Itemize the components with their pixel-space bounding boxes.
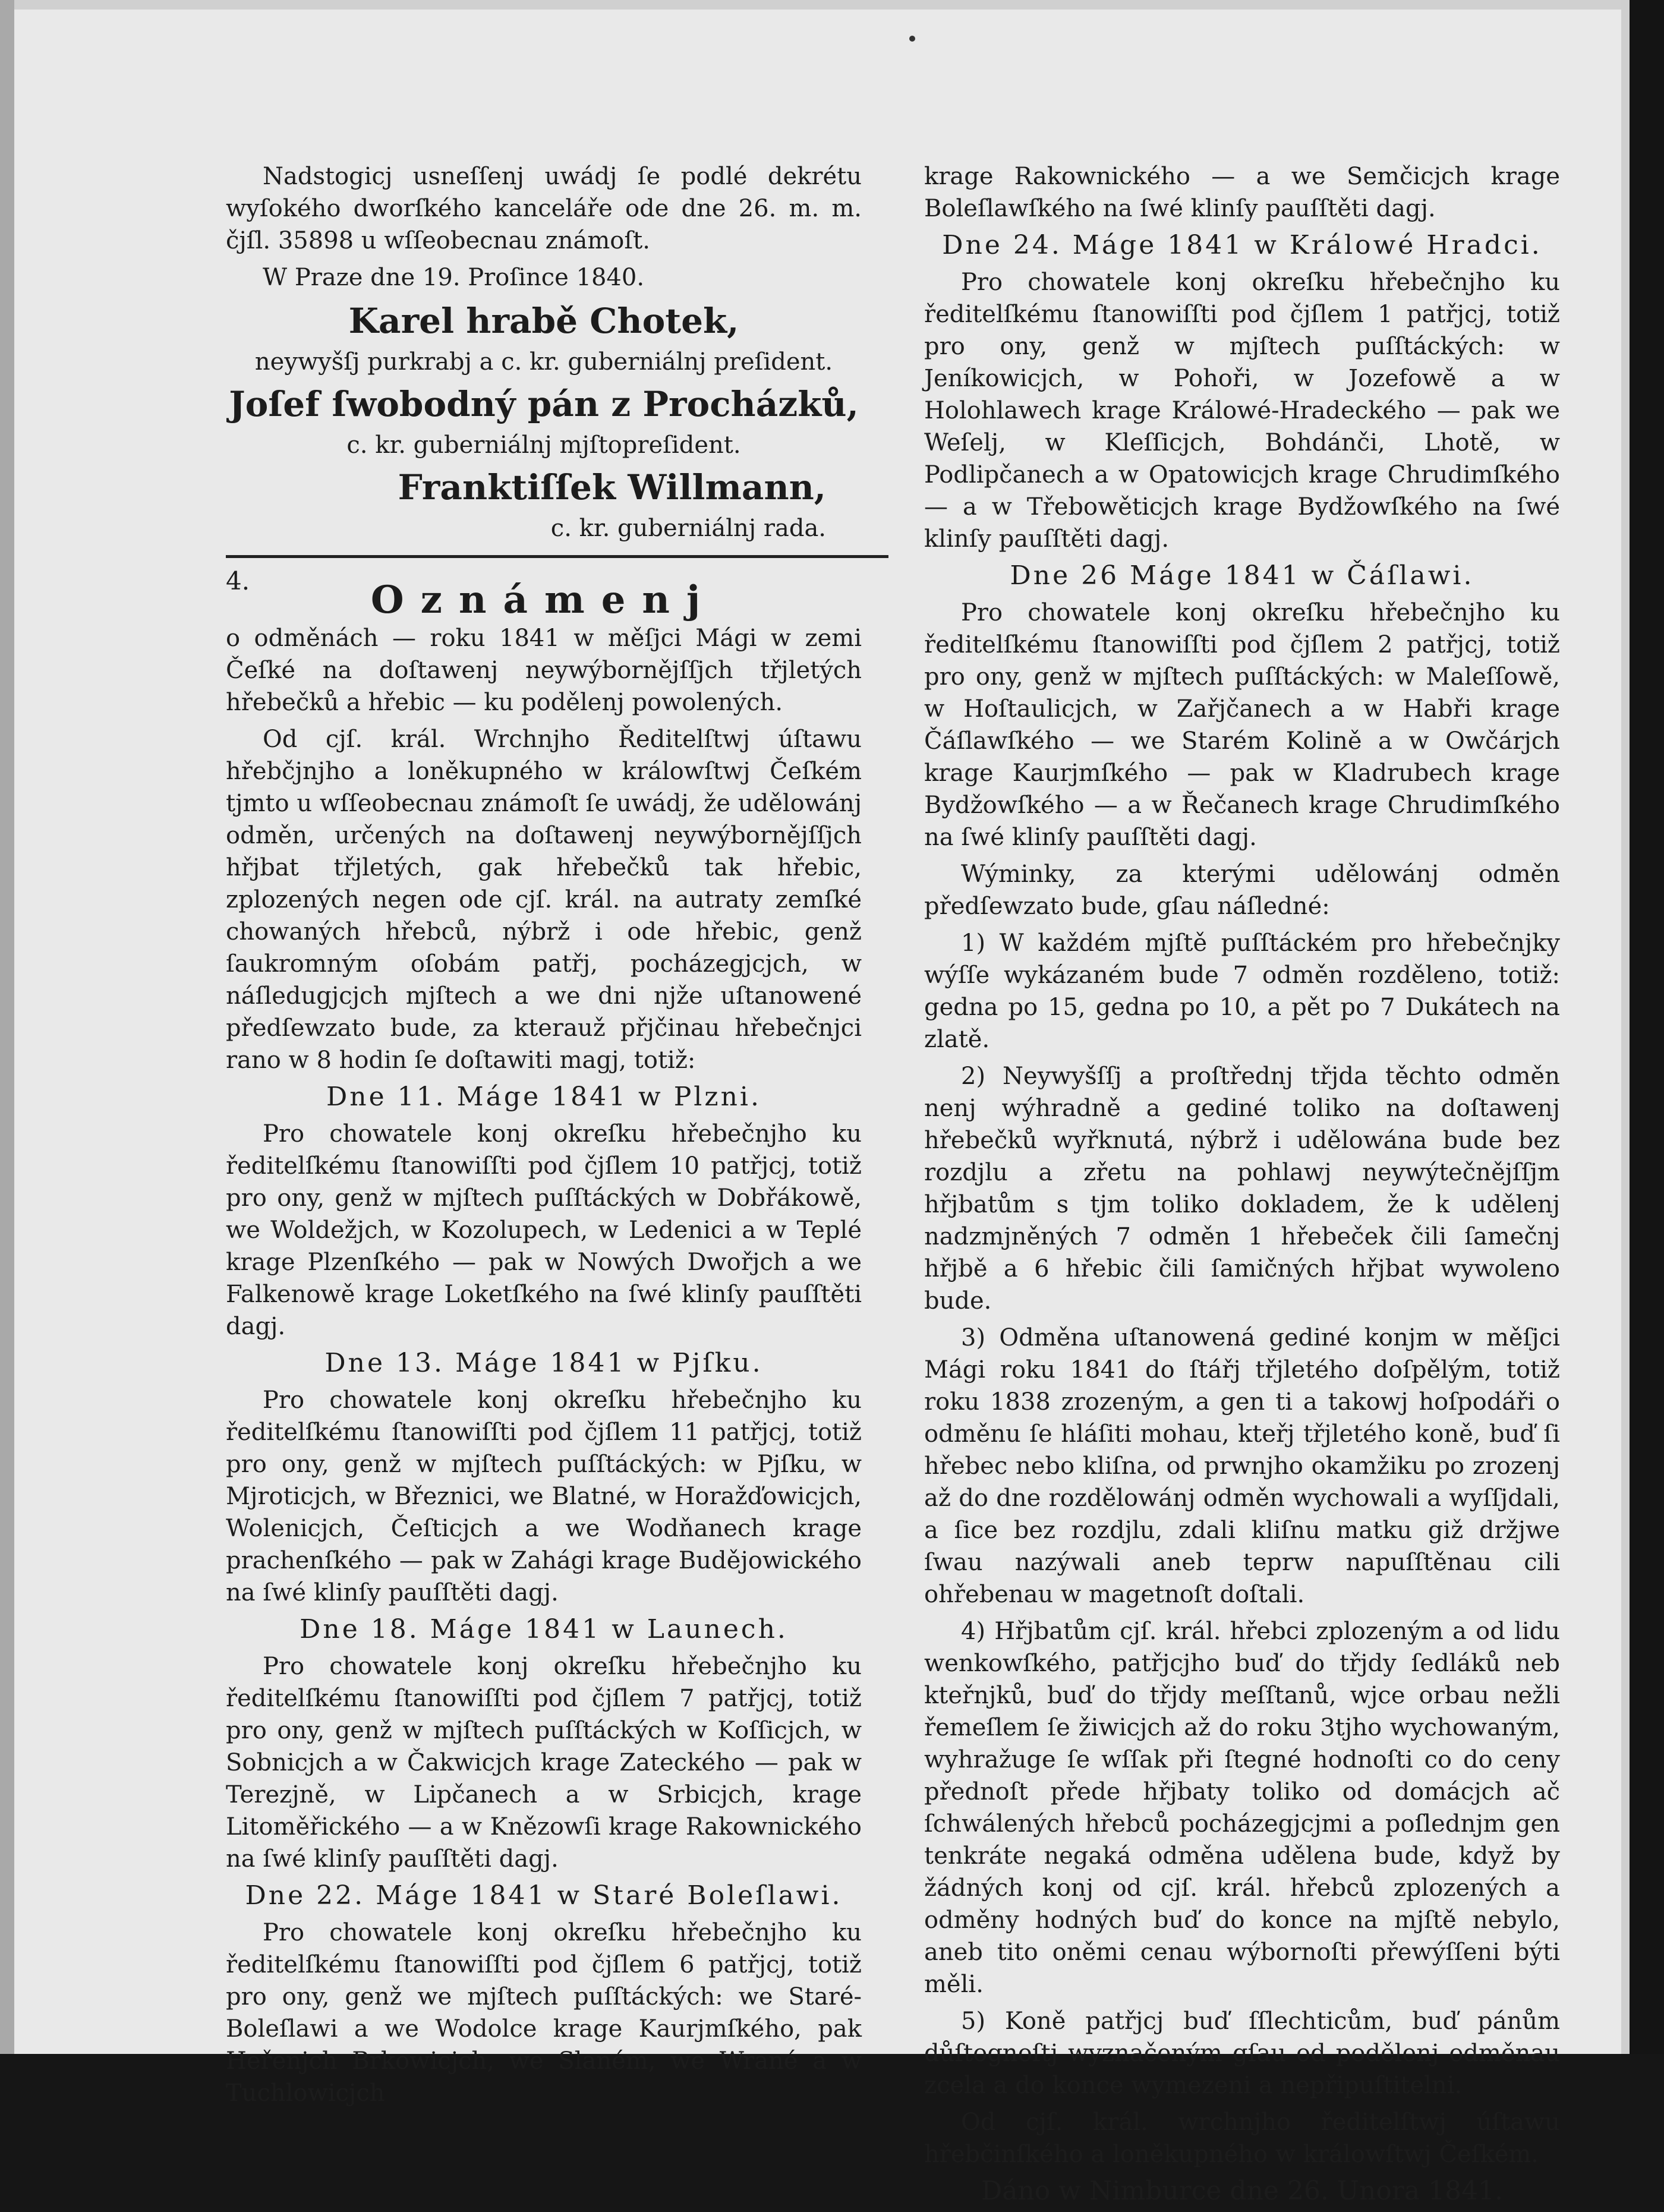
signature-title-3: c. kr. guberniálnj rada. — [550, 515, 826, 542]
body-paragraph: Pro chowatele konj okreſku hřebečnjho ku ředitelſkému ſtanowiſſti pod čjſlem 10 patřjcj, totiž pro ony, genž w mjſtech puſſtáckých w Dobřákowě, we Woldežjch, w Kozolupech, w Ledenici a w Teplé krage Plzenſkého — pak w Nowých Dwořjch a we Falkenowě krage Loketſkého na ſwé klinſy pauſſtěti dagj. — [226, 1120, 862, 1340]
body-paragraph: Od cjſ. král. Wrchnjho Ředitelſtwj úſtawu hřebčjnjho a loněkupného w králowſtwj Čeſkém tjmto u wſſeobecnau známoſt ſe uwádj, že udělowánj odměn, určených na doſtawenj neywýbornějſſjch hřjbat třjletých, gak hřebečků tak hřebic, zplozených negen ode cjſ. král. na autraty zemſké chowaných hřebců, nýbrž i ode hřebic, genž ſaukromným oſobám patřj, pocházegjcjch, w náſledugjcjch mjſtech a we dni njže uſtanowené předſewzato bude, za kterauž přjčinau hřebečnjci rano w 8 hodin ſe doſtawiti magj, totiž: — [226, 726, 862, 1074]
body-paragraph: Pro chowatele konj okreſku hřebečnjho ku ředitelſkému ſtanowiſſti pod čjſlem 11 patřjcj, totiž pro ony, genž w mjſtech puſſtáckých: w Pjſku, w Mjroticjch, w Březnici, we Blatné, w Horažďowicjch, Wolenicjch, Čeſticjch a we Wodňanech krage prachenſkého — pak w Zahági krage Budějowického na ſwé klinſy pauſſtěti dagj. — [226, 1387, 862, 1606]
place-date: W Praze dne 19. Proſince 1840. — [263, 264, 645, 291]
section-subtitle: o odměnách — roku 1841 w měſjci Mági w zemi Čeſké na doſtawenj neywýbornějſſjch třjletých hřebečků a hřebic — ku podělenj powolených. — [226, 625, 862, 716]
date-heading: Dne 11. Máge 1841 w Plzni. — [326, 1082, 761, 1112]
section-number: 4. — [226, 566, 250, 595]
body-paragraph: Pro chowatele konj okreſku hřebečnjho ku ředitelſkému ſtanowiſſti pod čjſlem 2 patřjcj, totiž pro ony, genž w mjſtech puſſtáckých: w Maleſſowě, w Hoſtaulicjch, w Zařjčanech a w Habři krage Čáſlawſkého — we Starém Kolině a w Owčárjch krage Kaurjmſkého — pak w Kladrubech krage Bydžowſkého — a w Řečanech krage Chrudimſkého na ſwé klinſy pauſſtěti dagj. — [924, 599, 1560, 851]
left-column — [226, 160, 862, 2114]
right-column — [924, 160, 1560, 2212]
closing-paragraph: Od cjſ. král. wrchnjho ředitelſtwj úſtawu hřebčinſkého a loněkupného w králowſtwj Čeſkém. — [924, 2109, 1560, 2168]
scan-top-edge — [0, 0, 1664, 10]
scan-left-edge — [0, 0, 14, 2054]
signature-title-1: neywyšſj purkrabj a c. kr. guberniálnj preſident. — [254, 348, 833, 376]
condition-item-5: 5) Koně patřjcj buď ſſlechticům, buď pánům důſtognoſtj wyznačeným gſau od podělenj odměnau zcela a do konce wymezeni a nepřipuſtitelni. — [924, 2008, 1560, 2099]
conditions-intro: Wýminky, za kterými udělowánj odměn předſewzato bude, gſau náſledné: — [924, 861, 1560, 920]
signature-name-3: Franktiſſek Willmann, — [398, 467, 826, 508]
body-paragraph: Pro chowatele konj okreſku hřebečnjho ku ředitelſkému ſtanowiſſti pod čjſlem 7 patřjcj, totiž pro ony, genž w mjſtech puſſtáckých w Koſſicjch, w Sobnicjch a w Čakwicjch krage Zateckého — pak w Terezjně, w Lipčanech a w Srbicjch, krage Litoměřického — a w Knězowſi krage Rakownického na ſwé klinſy pauſſtěti dagj. — [226, 1653, 862, 1873]
page-mark — [909, 36, 915, 42]
signature-name-2: Joſef ſwobodný pán z Procházků, — [229, 384, 859, 424]
condition-item-1: 1) W každém mjſtě puſſtáckém pro hřebečnjky wýſſe wykázaném bude 7 odměn rozděleno, totiž: gedna po 15, gedna po 10, a pět po 7 Dukátech na zlatě. — [924, 929, 1560, 1053]
closing-date: Dáno w Nimburce dne 26. Unora 1841. — [981, 2176, 1504, 2206]
condition-item-4: 4) Hřjbatům cjſ. král. hřebci zplozeným a od lidu wenkowſkého, patřjcjho buď do třjdy ſedláků neb kteřnjků, buď do třjdy meſſtanů, wjce orbau nežli řemeſlem ſe žiwicjch až do roku 3tjho wychowaným, wyhražuge ſe wſſak při ſtegné hodnoſti co do ceny přednoſt přede hřjbaty toliko od domácjch ač ſchwálených hřebců pocházegjcjmi a poſlednjm gen tenkráte negaká odměna udělena bude, když by žádných konj od cjſ. král. hřebců zplozených a odměny hodných buď do konce na mjſtě nebylo, aneb tito oněmi cenau wýbornoſti přewýſſeni býti měli. — [924, 1618, 1560, 1998]
section-divider — [226, 555, 888, 558]
section-heading: Oznámenj — [370, 578, 717, 622]
signature-title-2: c. kr. guberniálnj mjſtopreſident. — [346, 431, 741, 459]
body-paragraph: Pro chowatele konj okreſku hřebečnjho ku ředitelſkému ſtanowiſſti pod čjſlem 6 patřjcj, totiž pro ony, genž we mjſtech puſſtáckých: we Staré-Boleſlawi a we Wodolce krage Kaurjmſkého, pak Heřenjch Brkowicjch, we Slaném, we Wrané a w Tuchlowicjch — [226, 1919, 862, 2107]
date-heading: Dne 26 Máge 1841 w Čáſlawi. — [1010, 560, 1474, 591]
date-heading: Dne 13. Máge 1841 w Pjſku. — [324, 1348, 763, 1378]
scan-right-edge-line — [1621, 0, 1630, 2054]
date-heading: Dne 22. Máge 1841 w Staré Boleſlawi. — [245, 1880, 843, 1911]
body-paragraph: Pro chowatele konj okreſku hřebečnjho ku ředitelſkému ſtanowiſſti pod čjſlem 1 patřjcj, totiž pro ony, genž w mjſtech puſſtáckých: w Jeníkowicjch, w Pohoři, w Jozefowě a w Holohlawech krage Králowé-Hradeckého — pak we Weſelj, w Kleſſicjch, Bohdánči, Lhotě, w Podlipčanech a w Opatowicjch krage Chrudimſkého — a w Třebowěticjch krage Bydžowſkého na ſwé klinſy pauſſtěti dagj. — [924, 269, 1560, 553]
date-heading: Dne 24. Máge 1841 w Králowé Hradci. — [942, 230, 1542, 260]
condition-item-3: 3) Odměna uſtanowená gediné konjm w měſjci Mági roku 1841 do ſtářj třjletého doſpělým, totiž roku 1838 zrozeným, a gen ti a takowj hoſpodáři o odměnu ſe hláſiti mohau, kteřj třjletého koně, buď ſi hřebec nebo kliſna, od prwnjho okamžiku po zrozenj až do dne rozdělowánj odměn wychowali a wyſſjdali, a ſice bez rozdjlu, zdali kliſnu matku giž držjwe ſwau nazýwali aneb teprw napuſſtěnau cili ohřebenau w magetnoſt doſtali. — [924, 1324, 1560, 1608]
date-heading: Dne 18. Máge 1841 w Launech. — [300, 1614, 788, 1644]
condition-item-2: 2) Neywyšſſj a proſtřednj třjda těchto odměn nenj wýhradně a gediné toliko na doſtawenj hřebečků wyřknutá, nýbrž i udělowána bude bez rozdjlu a zřetu na pohlawj neywýtečnějſſjm hřjbatům s tjm toliko dokladem, že k udělenj nadzmjněných 7 odměn 1 hřebeček čili ſamečnj hřjbě a 6 hřebic čili ſamičných hřjbat wywoleno bude. — [924, 1063, 1560, 1315]
scan-right-edge — [1630, 0, 1664, 2054]
intro-paragraph: Nadstogicj usneſſenj uwádj ſe podlé dekrétu wyſokého dworſkého kanceláře ode dne 26. m. m. čjſl. 35898 u wſſeobecnau známoſt. — [226, 163, 862, 254]
body-paragraph: krage Rakownického — a we Semčicjch krage Boleſlawſkého na ſwé klinſy pauſſtěti dagj. — [924, 163, 1560, 222]
signature-name-1: Karel hrabě Chotek, — [348, 301, 739, 341]
